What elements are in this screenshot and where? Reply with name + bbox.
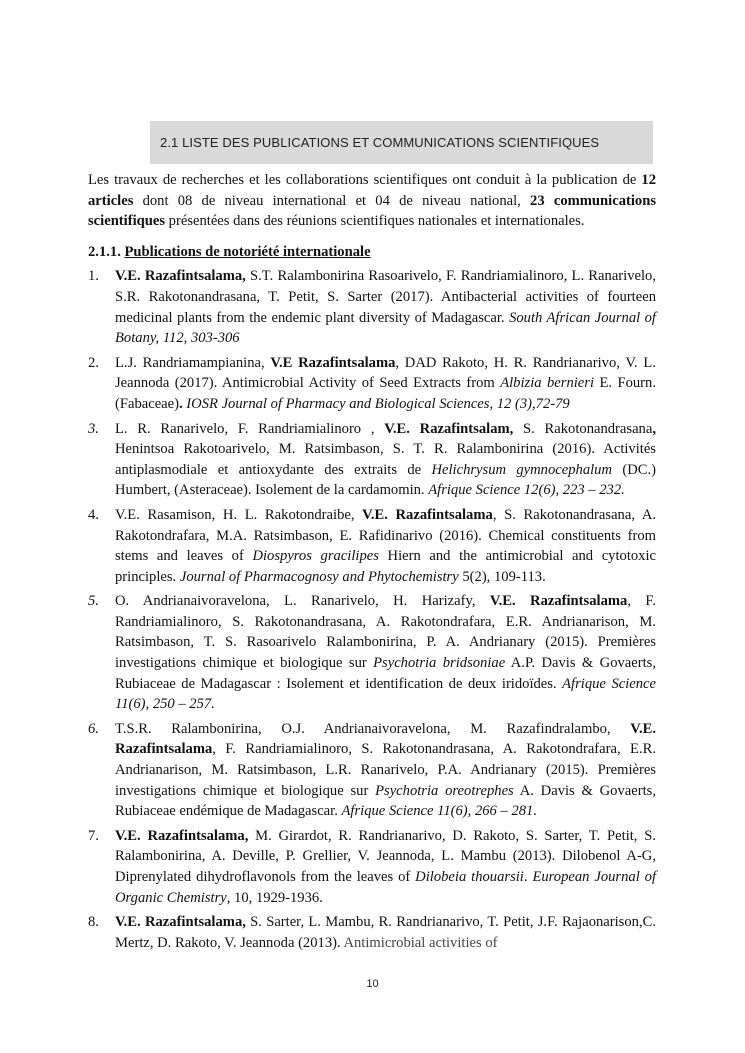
section-heading-title: 2.1 LISTE DES PUBLICATIONS ET COMMUNICATIONS SCIENTIFIQUES [160, 135, 600, 150]
publication-number: 8. [88, 914, 99, 931]
publication-item [88, 826, 656, 908]
publication-text: A. Davis & Govaerts, Rubiaceae endémique de Madagascar. [115, 782, 656, 820]
journal-name: Journal of Pharmacognosy and Phytochemistry [179, 568, 459, 585]
highlighted-author: V.E. Razafintsalama [362, 506, 493, 523]
publication-text: M. Girardot, R. Randrianarivo, D. Rakoto, S. Sarter, T. Petit, S. Ralambonirina, A. Deville, P. Grellier, V. Jeannoda, L. Mambu (2013). Dilobenol A-G, Diprenylated dihydroflavonols from the leaves of [115, 827, 656, 885]
journal-name: Afrique Science 12(6), 223 – 232. [428, 482, 625, 499]
subsection-number: 2.1.1. [88, 243, 121, 260]
publication-item [88, 912, 656, 953]
publication-number: 4. [88, 506, 99, 523]
publication-item [88, 719, 656, 822]
highlighted-author: V.E Razafintsalama [270, 354, 396, 371]
publication-item [88, 353, 656, 415]
journal-reference: , 112, 303-306 [155, 330, 240, 347]
page-number: 10 [366, 978, 379, 990]
publication-number: 3. [88, 420, 99, 437]
highlighted-author: V.E. Razafintsalama [489, 593, 628, 610]
publication-number: 5. [88, 593, 99, 610]
subsection-heading [88, 242, 656, 263]
publication-number: 1. [88, 268, 99, 285]
intro-text: Les travaux de recherches et les collaborations scientifiques ont conduit à la publication de [88, 172, 642, 188]
journal-name: IOSR Journal of Pharmacy and Biological Sciences, 12 (3),72-79 [182, 395, 570, 412]
publication-text: Henintsoa Rakotoarivelo, M. Ratsimbason, S. T. R. Ralambonirina (2016). Activités antiplasmodiale et antioxydante des extraits de [115, 441, 656, 478]
journal-reference: 5(2), 109-113. [458, 568, 546, 585]
section-heading-banner [150, 121, 653, 164]
publication-text: Hiern and the antimicrobial and cytotoxic principles. [115, 548, 657, 585]
publication-text: T.S.R. Ralambonirina, O.J. Andrianaivoravelona, M. Razafindralambo, [115, 720, 631, 737]
publication-text: O. Andrianaivoravelona, L. Ranarivelo, H. Harizafy, [115, 593, 490, 610]
species-name: Psychotria bridsoniae [373, 655, 506, 672]
intro-text: présentées dans des réunions scientifiques nationales et internationales. [165, 213, 585, 230]
publication-text: (DC.) Humbert, (Asteraceae). Isolement de la cardamomin. [115, 461, 656, 499]
publication-number: 6. [88, 720, 99, 737]
species-name: Helichrysum gymnocephalum [431, 461, 613, 478]
subsection-title: Publications de notoriété internationale [124, 243, 371, 260]
publication-text: , S. Rakotonandrasana, A. Rakotondrafara, M.A. Ratsimbason, E. Rafidinarivo (2016). Chemical constituents from stems and leaves of [115, 506, 657, 565]
publication-text: L. R. Ranarivelo, F. Randriamialinoro , [115, 420, 385, 437]
publication-text: , F. Randriamialinoro, S. Rakotonandrasana, A. Rakotondrafara, E.R. Andrianarison, M. Ratsimbason, T. S. Rasoarivelo Ralambonirina, P. A. Andrianary (2015). Premières investigations chimique et biologique sur [115, 593, 656, 672]
publication-number: 7. [88, 827, 99, 844]
publication-text: V.E. Rasamison, H. L. Rakotondraibe, [115, 506, 363, 523]
intro-communications-count: 23 communications scientifiques [88, 192, 656, 230]
publication-text: S. Sarter, L. Mambu, R. Randrianarivo, T. Petit, J.F. Rajaonarison,C. Mertz, D. Rakoto, V. Jeannoda (2013). [115, 914, 656, 951]
publication-item [88, 505, 656, 587]
document-body [88, 170, 656, 957]
punctuation: , [652, 420, 656, 437]
punctuation: . [523, 869, 533, 885]
publication-text: L.J. Randriamampianina, [115, 354, 271, 371]
highlighted-author: V.E. Razafintsalama, [115, 268, 246, 285]
publication-item [88, 266, 656, 348]
highlighted-author: V.E. Razafintsalama [115, 720, 656, 758]
publication-number: 2. [88, 354, 99, 371]
highlighted-author: V.E. Razafintsalama, [115, 914, 246, 931]
species-name: Diospyros gracilipes [252, 548, 379, 565]
publication-text: E. Fourn. (Fabaceae) [115, 375, 656, 412]
species-name: Dilobeia thouarsii [415, 869, 524, 885]
publication-text: S.T. Ralambonirina Rasoarivelo, F. Randriamialinoro, L. Ranarivelo, S.R. Rakotonandrasana, T. Petit, S. Sarter (2017). Antibacterial activities of fourteen medicinal plants from the endemic plant diversity of Madagascar. [115, 268, 656, 326]
highlighted-author: V.E. Razafintsalam, [384, 420, 514, 437]
intro-text: dont 08 de niveau international et 04 de niveau national, [133, 192, 531, 209]
publication-text: , F. Randriamialinoro, S. Rakotonandrasana, A. Rakotondrafara, E.R. Andrianarison, M. Ratsimbason, L.R. Ranarivelo, P.A. Andrianary (2015). Premières investigations chimique et biologique sur [115, 741, 656, 799]
publication-item [88, 419, 656, 501]
journal-name: Afrique Science 11(6), 250 – 257. [115, 675, 657, 713]
journal-name: Afrique Science 11(6), 266 – 281. [341, 803, 537, 820]
publication-text: A.P. Davis & Govaerts, Rubiaceae de Madagascar : Isolement et identification de deux iridoïdes. [115, 655, 656, 692]
species-name: Psychotria oreotrephes [375, 782, 514, 799]
intro-paragraph [88, 170, 656, 232]
highlighted-author: V.E. Razafintsalama, [115, 827, 249, 844]
publication-title-fragment: Antimicrobial activities of [343, 934, 498, 951]
journal-name: South African Journal of Botany [115, 309, 656, 347]
publication-item [88, 591, 656, 715]
publication-text: , DAD Rakoto, H. R. Randrianarivo, V. L. Jeannoda (2017). Antimicrobial Activity of Seed Extracts from [115, 354, 656, 392]
publication-list [88, 266, 656, 953]
publication-text: S. Rakotonandrasana [513, 420, 653, 437]
journal-name: European Journal of Organic Chemistry [115, 869, 657, 906]
journal-reference: , 10, 1929-1936. [226, 889, 323, 906]
intro-articles-count: 12 articles [88, 172, 656, 209]
punctuation: . [179, 395, 183, 412]
species-name: Albizia bernieri [500, 375, 595, 392]
